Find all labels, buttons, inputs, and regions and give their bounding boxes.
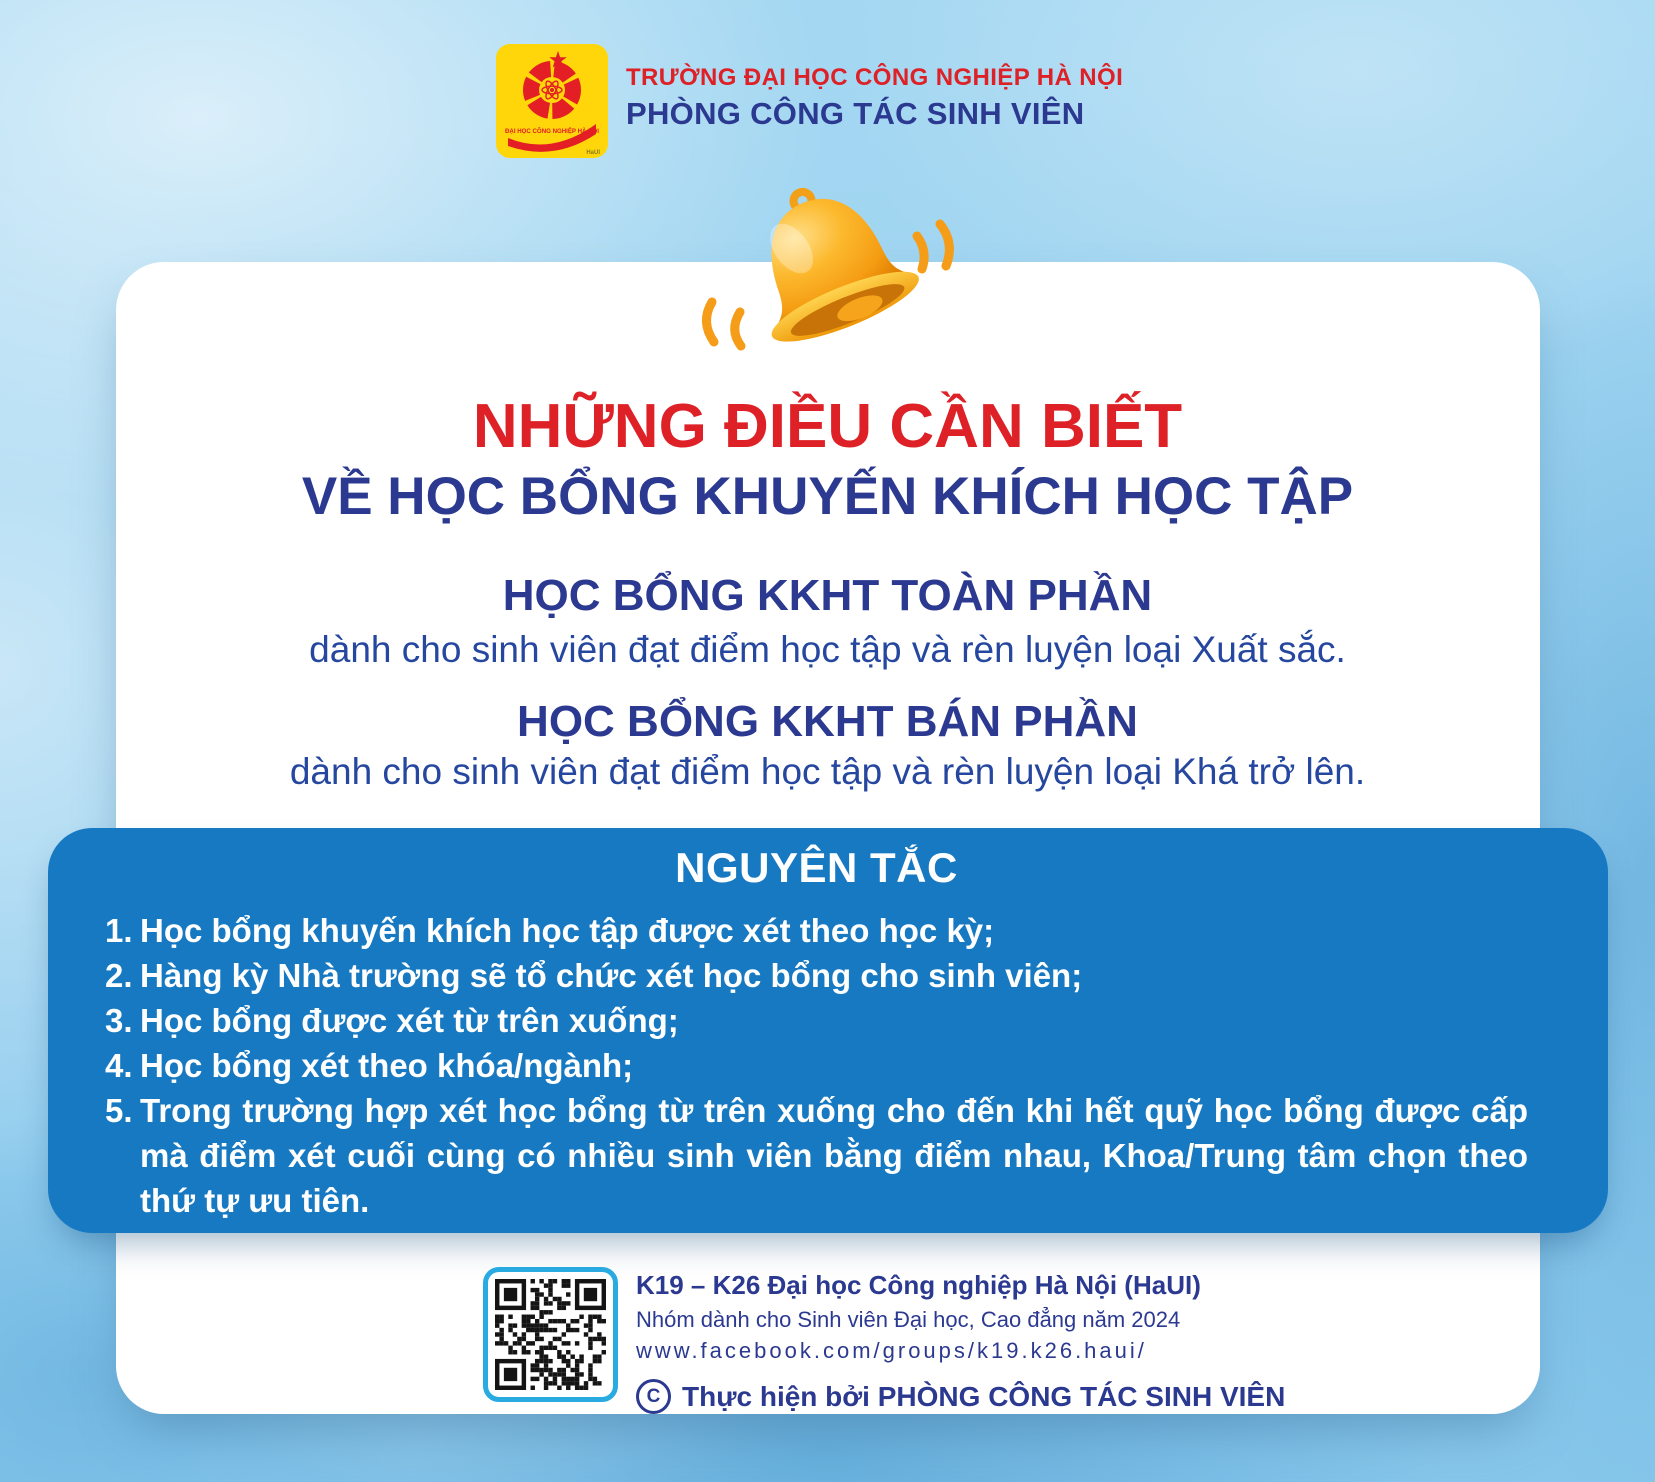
list-item-text: Hàng kỳ Nhà trường sẽ tổ chức xét học bổng cho sinh viên; <box>140 957 1083 994</box>
list-item <box>105 1088 1528 1223</box>
list-item-number: 3. <box>105 1002 133 1039</box>
poster-title-line1: NHỮNG ĐIỀU CẦN BIẾT <box>472 392 1183 461</box>
logo-caption: ĐẠI HỌC CÔNG NGHIỆP HÀ NỘI <box>505 128 604 135</box>
scholarship-half-desc: dành cho sinh viên đạt điểm học tập và rèn luyện loại Khá trở lên. <box>289 751 1366 792</box>
logo-abbr: HaUI <box>586 150 600 156</box>
list-item <box>105 908 1528 953</box>
bell-icon <box>688 162 970 360</box>
copyright-icon: C <box>636 1379 671 1414</box>
university-name: TRƯỜNG ĐẠI HỌC CÔNG NGHIỆP HÀ NỘI <box>626 64 1124 91</box>
list-item-text: Học bổng xét theo khóa/ngành; <box>140 1047 634 1084</box>
principles-list <box>105 908 1528 1223</box>
list-item-number: 1. <box>105 912 133 949</box>
university-logo-icon <box>496 44 608 158</box>
facebook-group-url: www.facebook.com/groups/k19.k26.haui/ <box>636 1338 1147 1363</box>
scholarship-half-name: HỌC BỔNG KKHT BÁN PHẦN <box>517 697 1138 746</box>
list-item-number: 4. <box>105 1047 133 1084</box>
footer-text <box>636 1272 1285 1414</box>
principles-title: NGUYÊN TẮC <box>675 844 958 891</box>
scholarship-full-name: HỌC BỔNG KKHT TOÀN PHẦN <box>502 571 1153 620</box>
principles-panel <box>48 828 1608 1233</box>
header-text <box>626 66 1123 129</box>
list-item-number: 5. <box>105 1092 133 1129</box>
list-item-text: Trong trường hợp xét học bổng từ trên xuống cho đến khi hết quỹ học bổng được cấp mà điểm xét cuối cùng có nhiều sinh viên bằng điểm nhau, Khoa/Trung tâm chọn theo thứ tự ưu tiên. <box>140 1092 1528 1219</box>
list-item <box>105 953 1528 998</box>
scholarship-full-desc: dành cho sinh viên đạt điểm học tập và rèn luyện loại Xuất sắc. <box>309 629 1346 670</box>
credit-text: Thực hiện bởi PHÒNG CÔNG TÁC SINH VIÊN <box>682 1380 1286 1412</box>
list-item <box>105 1043 1528 1088</box>
poster-title-line2: VỀ HỌC BỔNG KHUYẾN KHÍCH HỌC TẬP <box>301 467 1354 526</box>
facebook-group-name: K19 – K26 Đại học Công nghiệp Hà Nội (HaUI) <box>636 1270 1201 1300</box>
facebook-group-desc: Nhóm dành cho Sinh viên Đại học, Cao đẳng năm 2024 <box>636 1307 1181 1332</box>
list-item-number: 2. <box>105 957 133 994</box>
list-item-text: Học bổng khuyến khích học tập được xét theo học kỳ; <box>140 912 995 949</box>
list-item-text: Học bổng được xét từ trên xuống; <box>140 1002 679 1039</box>
department-name: PHÒNG CÔNG TÁC SINH VIÊN <box>626 96 1085 131</box>
list-item <box>105 998 1528 1043</box>
qr-code <box>483 1267 618 1402</box>
credit-line <box>636 1379 1285 1414</box>
